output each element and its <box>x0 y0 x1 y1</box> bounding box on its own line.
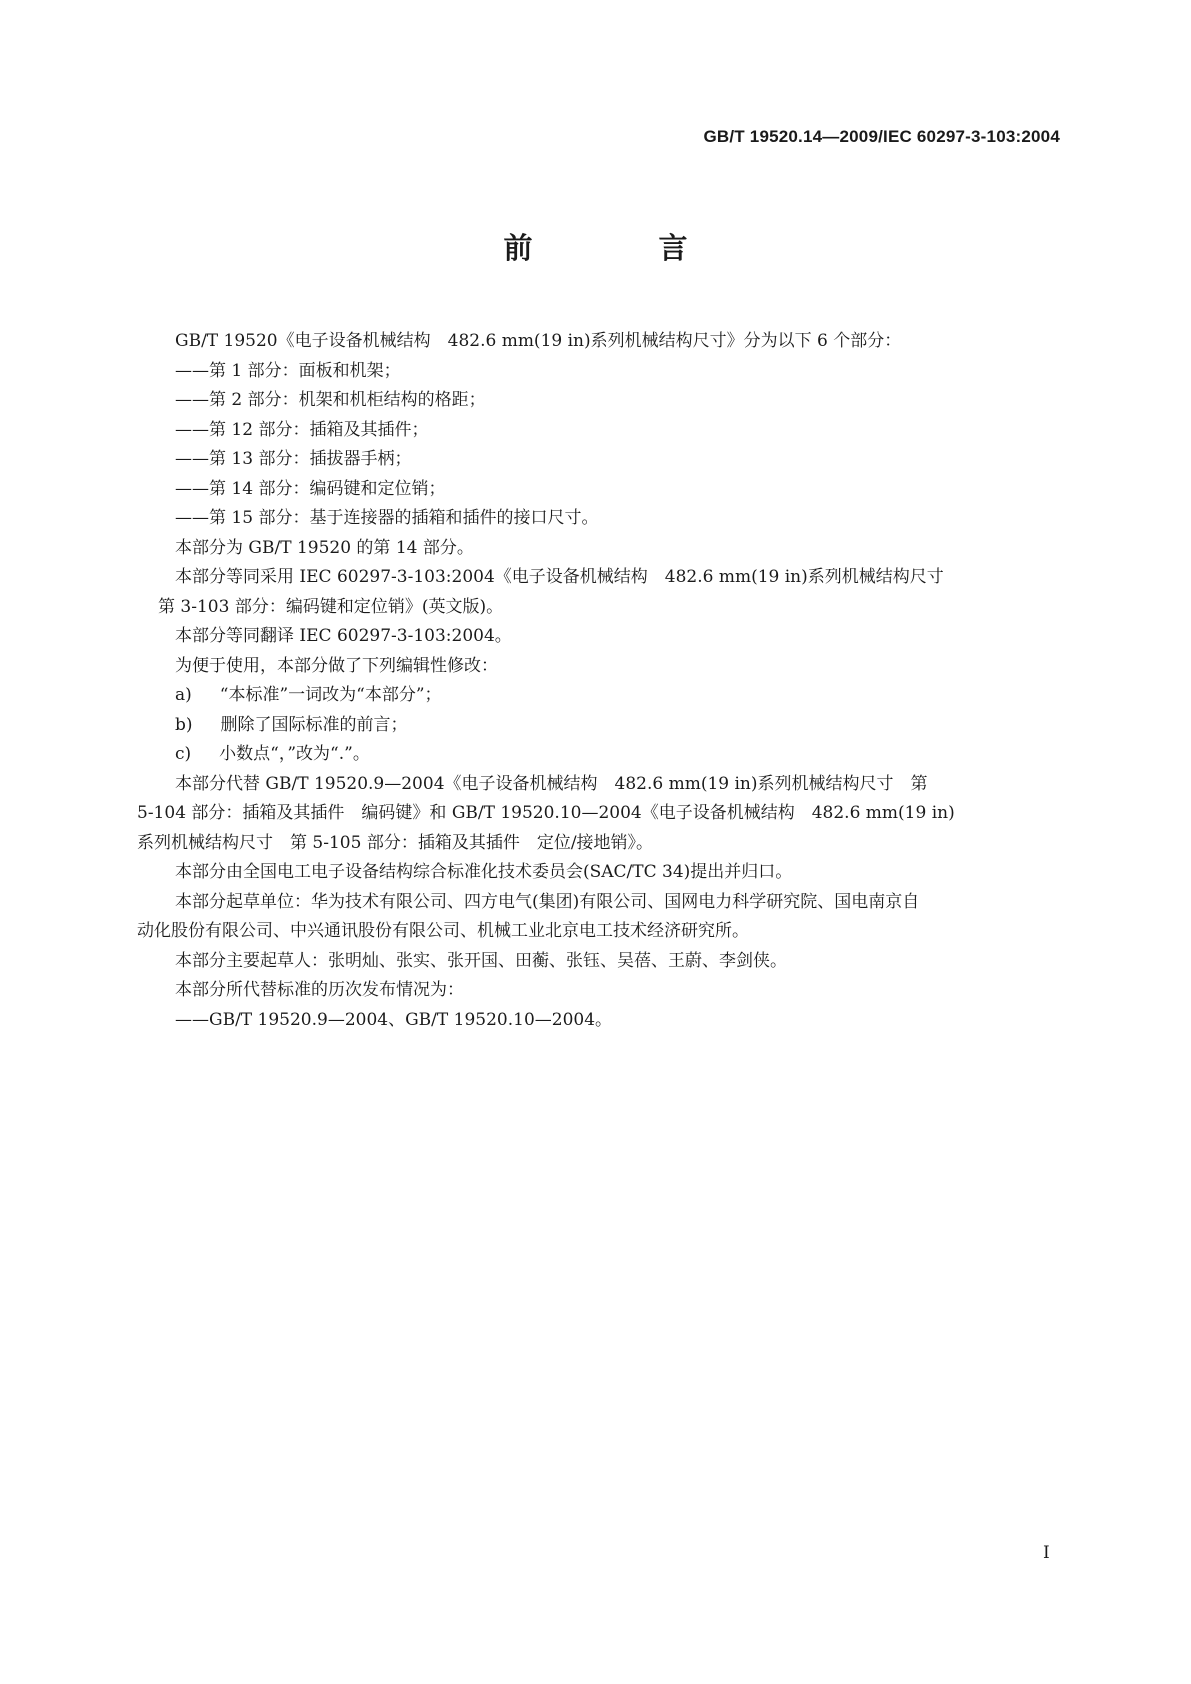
replacement-line-3: 系列机械结构尺寸 第 5-105 部分：插箱及其插件 定位/接地销》。 <box>137 832 654 853</box>
edits-intro: 为便于使用，本部分做了下列编辑性修改： <box>175 655 498 676</box>
drafting-units-line-2: 动化股份有限公司、中兴通讯股份有限公司、机械工业北京电工技术经济研究所。 <box>137 921 749 941</box>
replacement-line-2: 5-104 部分：插箱及其插件 编码键》和 GB/T 19520.10—2004《电子设备机械结构 482.6 mm(19 in) <box>137 803 955 823</box>
page-number: I <box>1043 1543 1050 1563</box>
replacement-line-1: 本部分代替 GB/T 19520.9—2004《电子设备机械结构 482.6 mm(19 in)系列机械结构尺寸 第 <box>175 773 928 794</box>
adoption-line-2: 第 3-103 部分：编码键和定位销》(英文版)。 <box>158 596 504 617</box>
drafters-statement: 本部分主要起草人：张明灿、张实、张开国、田蘅、张钰、吴蓓、王蔚、李剑侠。 <box>175 950 787 971</box>
history-item: ——GB/T 19520.9—2004、GB/T 19520.10—2004。 <box>175 1009 613 1030</box>
page-title: 前 言 <box>503 231 746 265</box>
list-item: ——第 15 部分：基于连接器的插箱和插件的接口尺寸。 <box>175 508 599 528</box>
history-intro: 本部分所代替标准的历次发布情况为： <box>175 980 464 1000</box>
edit-marker: b) <box>175 714 193 735</box>
list-item: ——第 12 部分：插箱及其插件； <box>175 419 429 440</box>
edit-item <box>137 711 1060 741</box>
list-item: ——第 2 部分：机架和机柜结构的格距； <box>175 390 486 410</box>
edit-item <box>137 740 1060 770</box>
edit-text: 小数点“，”改为“.”。 <box>219 744 370 764</box>
edit-text: 删除了国际标准的前言； <box>220 714 408 735</box>
list-item: ——第 1 部分：面板和机架； <box>175 360 401 381</box>
translation-statement: 本部分等同翻译 IEC 60297-3-103:2004。 <box>175 626 512 646</box>
intro-paragraph: GB/T 19520《电子设备机械结构 482.6 mm(19 in)系列机械结构尺寸》分为以下 6 个部分： <box>175 331 902 351</box>
document-body <box>137 327 1060 1035</box>
adoption-line-1: 本部分等同采用 IEC 60297-3-103:2004《电子设备机械结构 482.6 mm(19 in)系列机械结构尺寸 <box>175 567 944 587</box>
edit-item <box>137 681 1060 711</box>
committee-statement: 本部分由全国电工电子设备结构综合标准化技术委员会(SAC/TC 34)提出并归口。 <box>175 862 793 882</box>
edit-text: “本标准”一词改为“本部分”； <box>219 685 442 705</box>
edit-marker: a) <box>175 685 192 705</box>
edit-marker: c) <box>175 744 192 764</box>
drafting-units-line-1: 本部分起草单位：华为技术有限公司、四方电气(集团)有限公司、国网电力科学研究院、国电南京自 <box>175 891 920 912</box>
standard-code: GB/T 19520.14—2009/IEC 60297-3-103:2004 <box>703 127 1060 146</box>
list-item: ——第 14 部分：编码键和定位销； <box>175 478 446 499</box>
list-item: ——第 13 部分：插拔器手柄； <box>175 449 412 469</box>
part-statement: 本部分为 GB/T 19520 的第 14 部分。 <box>175 537 474 558</box>
